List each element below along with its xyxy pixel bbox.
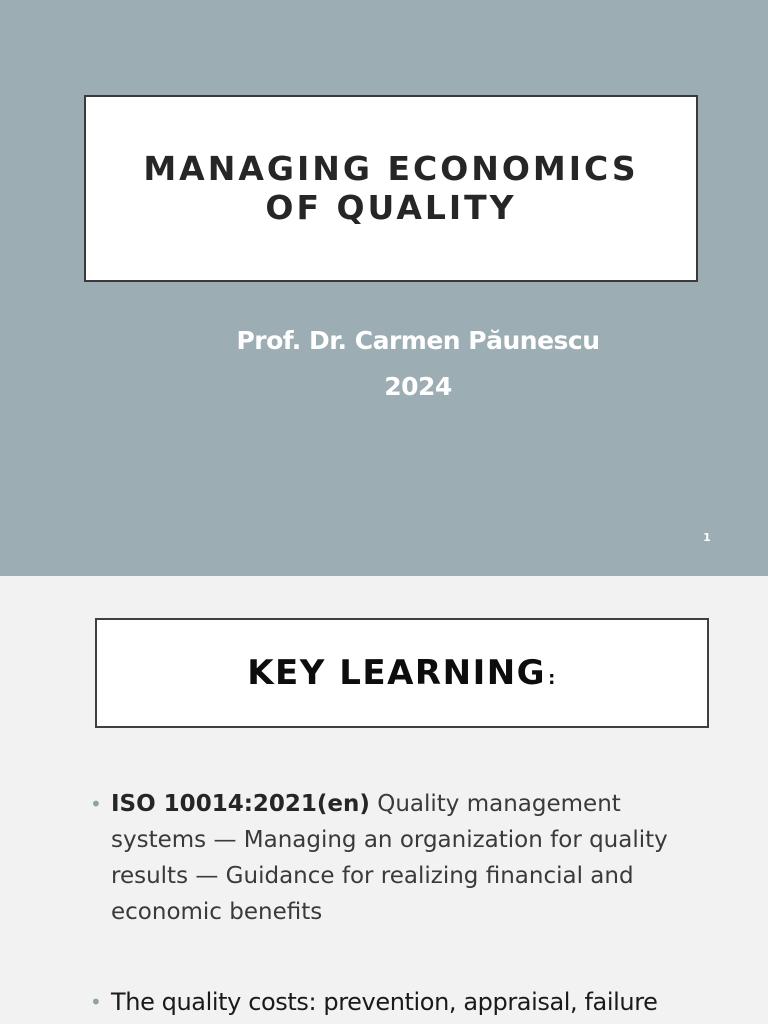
slide-heading xyxy=(247,653,557,693)
author-name: Prof. Dr. Carmen Păunescu xyxy=(236,326,600,355)
title-box xyxy=(84,95,698,282)
bullet-text: Quality management systems — Managing an organization for quality results — Guidance for realizing financial and economic benefits xyxy=(111,791,668,925)
bullet-item xyxy=(88,786,708,930)
bullet-item xyxy=(88,984,708,1020)
bullet-list xyxy=(88,786,708,1020)
bullet-marker-icon: • xyxy=(90,792,102,816)
bullet-marker-icon: • xyxy=(90,990,102,1014)
slide-title-text: MANAGING ECONOMICS OF QUALITY xyxy=(143,148,639,227)
slide-number: 1 xyxy=(703,531,711,544)
heading-text: KEY LEARNING xyxy=(247,653,547,693)
presentation-year: 2024 xyxy=(384,372,452,402)
bullet-standard-code: ISO 10014:2021(en) xyxy=(111,791,370,817)
bullet-text: The quality costs: prevention, appraisal, failure xyxy=(111,988,658,1016)
heading-box xyxy=(95,618,709,728)
slide-key-learning xyxy=(0,576,768,1024)
author-block xyxy=(0,318,768,411)
heading-colon: : xyxy=(548,668,557,689)
